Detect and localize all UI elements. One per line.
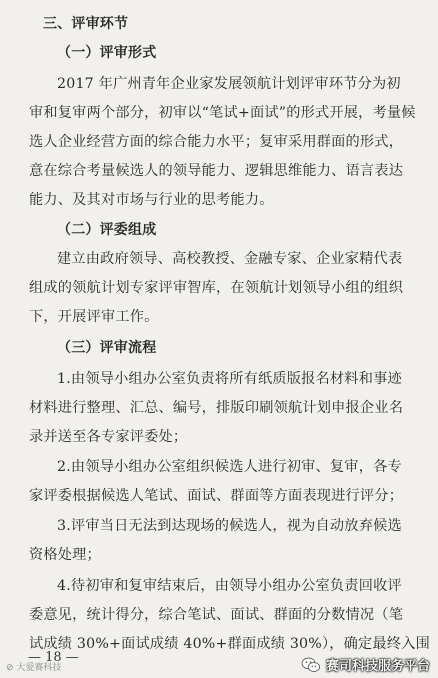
subsection-heading-1: （一）评审形式 (57, 45, 157, 61)
paragraph-line: 选人企业经营方面的综合能力水平；复审采用群面的形式， (29, 134, 404, 150)
watermark-right (301, 655, 430, 674)
wechat-icon (301, 656, 321, 674)
paragraph-line: 材料进行整理、汇总、编号，排版印刷领航计划申报企业名 (29, 400, 404, 416)
watermark-left: ⊘ 大爱赛科技 (6, 663, 62, 673)
page-number: — 18 — (28, 650, 79, 665)
paragraph-line: 4.待初审和复审结束后，由领导小组办公室负责回收评 (57, 578, 402, 594)
paragraph-line: 意在综合考量候选人的领导能力、逻辑思维能力、语言表达 (29, 163, 404, 179)
subsection-heading-2: （二）评委组成 (57, 222, 157, 238)
paragraph-line: 试成绩 30%+面试成绩 40%+群面成绩 30%），确定最终入围 (29, 636, 430, 652)
paragraph-line: 录并送至各专家评委处； (29, 429, 188, 445)
watermark-right-text: 赛司科技服务平台 (325, 659, 430, 674)
paragraph-line: 2.由领导小组办公室组织候选人进行初审、复审，各专 (57, 459, 402, 475)
paragraph-line: 委意见，统计得分，综合笔试、面试、群面的分数情况（笔 (29, 607, 404, 623)
paragraph-line: 1.由领导小组办公室负责将所有纸质版报名材料和事迹 (57, 371, 402, 387)
paragraph-line: 能力、及其对市场与行业的思考能力。 (29, 192, 274, 208)
paragraph-line: 建立由政府领导、高校教授、金融专家、企业家精代表 (57, 251, 403, 267)
paragraph-line: 2017 年广州青年企业家发展领航计划评审环节分为初 (57, 76, 401, 92)
paragraph-line: 资格处理； (29, 547, 101, 563)
paragraph-line: 下，开展评审工作。 (29, 309, 159, 325)
paragraph-line: 家评委根据候选人笔试、面试、群面等方面表现进行评分； (29, 488, 404, 504)
paragraph-line: 组成的领航计划专家评审智库，在领航计划领导小组的组织 (29, 280, 404, 296)
paragraph-line: 审和复审两个部分，初审以“笔试+面试”的形式开展，考量候 (29, 105, 416, 121)
paragraph-line: 3.评审当日无法到达现场的候选人，视为自动放弃候选 (57, 518, 402, 534)
subsection-heading-3: （三）评审流程 (57, 340, 157, 356)
section-heading: 三、评审环节 (43, 16, 129, 32)
